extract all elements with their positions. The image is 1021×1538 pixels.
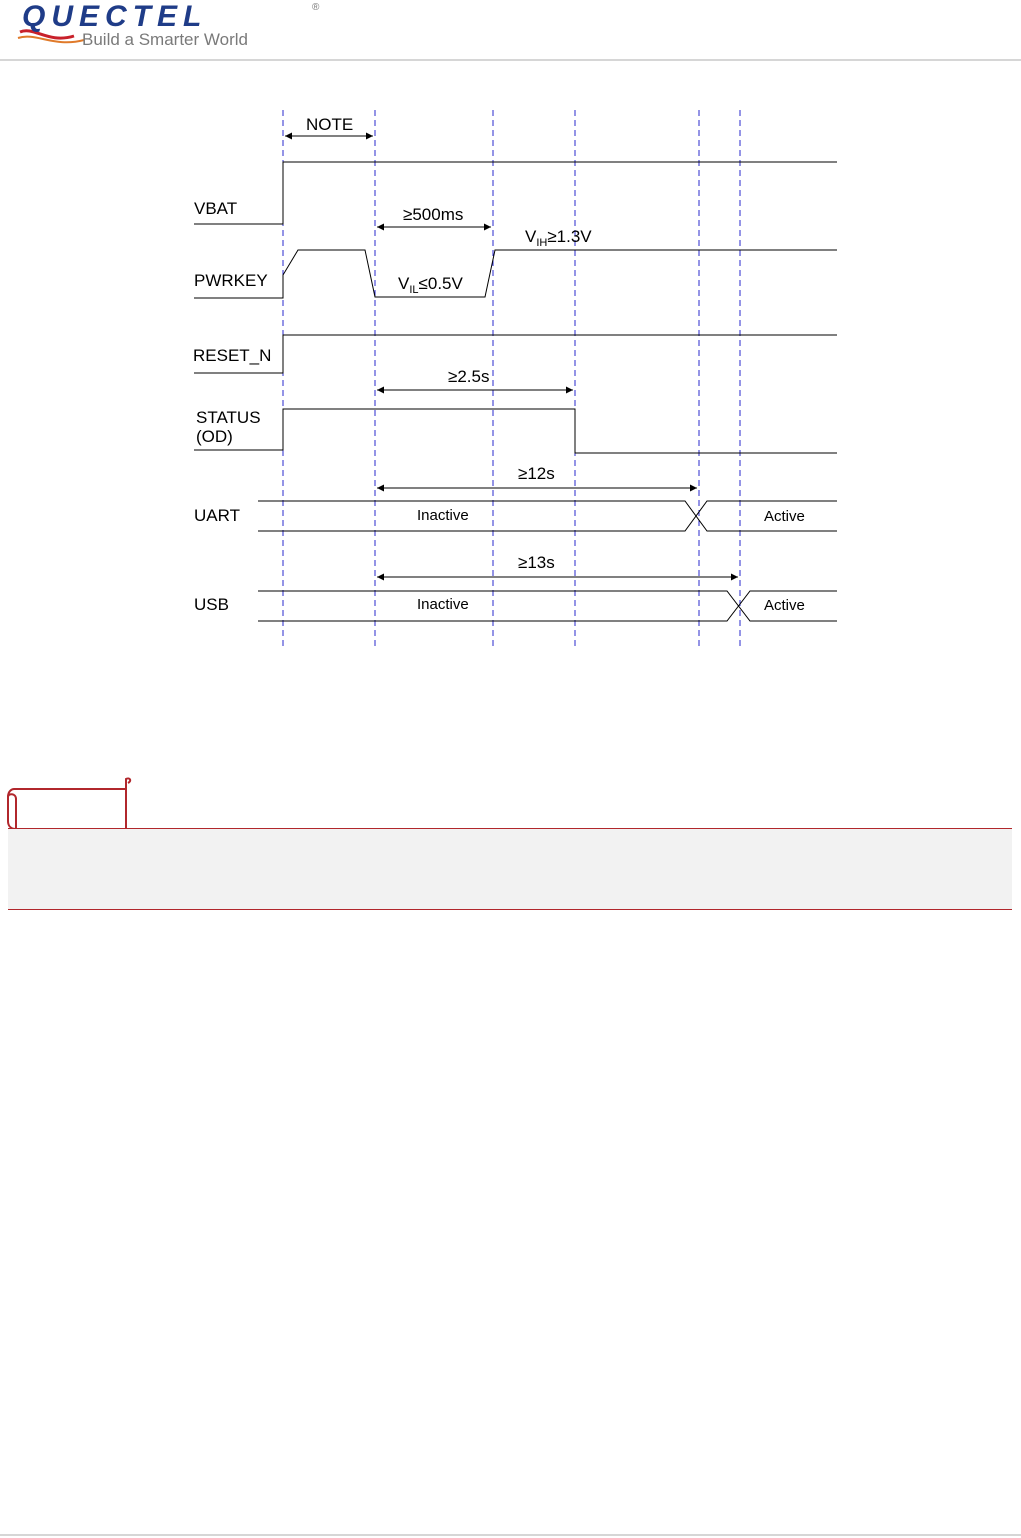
logo-tagline: Build a Smarter World <box>82 30 248 49</box>
timing-label-note: NOTE <box>306 115 354 134</box>
vbat-waveform <box>194 162 837 224</box>
level-label-vih: $V_{IH}\ge 1.3V$ <box>525 227 592 249</box>
reset-n-waveform <box>194 335 837 373</box>
logo-registered-mark: ® <box>312 2 320 13</box>
timing-label-500ms: ≥500ms <box>403 205 464 224</box>
footer-rule <box>0 1534 1021 1536</box>
timing-label-12s: ≥12s <box>518 464 555 483</box>
uart-active-label: Active <box>764 508 805 525</box>
usb-active-label: Active <box>764 597 805 614</box>
signal-label-usb: USB <box>194 595 229 614</box>
signal-label-pwrkey: PWRKEY <box>194 271 268 290</box>
timing-label-13s: ≥13s <box>518 553 555 572</box>
level-label-vil: $V_{IL}\le 0.5V$ <box>398 274 463 296</box>
note-scroll-icon <box>4 775 134 835</box>
signal-label-vbat: VBAT <box>194 199 238 218</box>
note-box <box>8 828 1012 910</box>
power-on-timing-diagram <box>180 105 850 665</box>
usb-bus <box>258 591 837 621</box>
uart-inactive-label: Inactive <box>417 507 469 524</box>
quectel-logo <box>14 0 334 52</box>
signal-label-reset-n: RESET_N <box>193 346 272 365</box>
uart-bus <box>258 501 837 531</box>
header-rule <box>0 59 1021 61</box>
signal-label-status: STATUS <box>196 408 261 427</box>
timing-label-2-5s: ≥2.5s <box>448 367 490 386</box>
timing-markers <box>283 110 740 650</box>
pwrkey-waveform <box>194 250 837 298</box>
signal-label-status-od: (OD) <box>196 427 233 446</box>
status-waveform <box>194 409 837 453</box>
logo-wordmark: QUECTEL <box>22 0 208 33</box>
usb-inactive-label: Inactive <box>417 596 469 613</box>
signal-label-uart: UART <box>194 506 240 525</box>
